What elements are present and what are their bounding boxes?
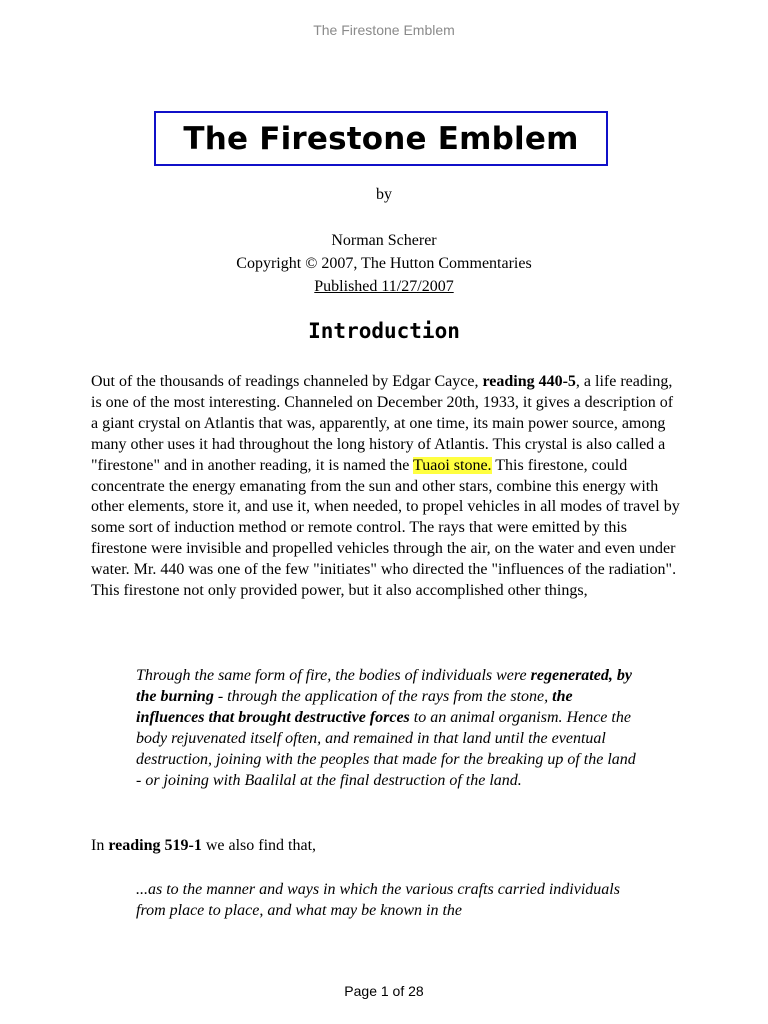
text-run: ...as to the manner and ways in which the various crafts carried individuals from place to place, and what may be known in the — [136, 881, 620, 919]
text-run: In — [91, 837, 109, 854]
reading-reference-bold: reading 440-5 — [482, 373, 576, 390]
author-name: Norman Scherer — [331, 232, 437, 249]
published-link[interactable]: Published 11/27/2007 — [314, 278, 454, 295]
text-run: to an animal organism. Hence the body rejuvenated itself often, and remained in that land until the eventual destruction, joining with the peoples that made for the breaking up of the land - or joining with Baalilal at the final destruction of the land. — [136, 708, 636, 789]
text-run: , a life reading, is one of the most interesting. Channeled on December 20th, 1933, it gives a description of a giant crystal on Atlantis that was, apparently, at one time, its main power source, among many other uses it had throughout the long history of Atlantis. This crystal is also called a "firestone" and in another reading, it is named the — [91, 373, 674, 474]
body-paragraph — [91, 836, 681, 857]
highlighted-text: Tuaoi stone. — [413, 456, 492, 474]
text-run: Through the same form of fire, the bodies of individuals were — [136, 667, 531, 684]
block-quote — [136, 880, 636, 922]
intro-paragraph — [91, 372, 681, 602]
quote-bold: regenerated, by the burning — [136, 667, 632, 705]
byline: by — [376, 186, 392, 203]
title-box — [154, 111, 608, 166]
copyright-line: Copyright © 2007, The Hutton Commentaries — [236, 255, 532, 272]
text-run: Out of the thousands of readings channeled by Edgar Cayce, — [91, 373, 483, 390]
running-header: The Firestone Emblem — [313, 22, 455, 38]
document-title: The Firestone Emblem — [183, 120, 579, 157]
quote-bold: the influences that brought destructive forces — [136, 687, 573, 726]
text-run: we also find that, — [201, 837, 317, 854]
page-number: Page 1 of 28 — [344, 983, 424, 999]
section-heading: Introduction — [308, 319, 460, 343]
reading-reference-bold: reading 519-1 — [108, 837, 202, 854]
text-run: This firestone, could concentrate the energy emanating from the sun and other stars, combine this energy with other elements, store it, and use it, when needed, to propel vehicles in all modes of travel by some sort of induction method or remote control. The rays that were emitted by this firestone were invisible and propelled vehicles through the air, on the water and even under water. Mr. 440 was one of the few "initiates" who directed the "influences of the radiation". This firestone not only provided power, but it also accomplished other things, — [91, 456, 680, 600]
text-run: - through the application of the rays from the stone, — [213, 687, 553, 705]
author-block — [0, 229, 768, 298]
block-quote — [136, 666, 636, 791]
